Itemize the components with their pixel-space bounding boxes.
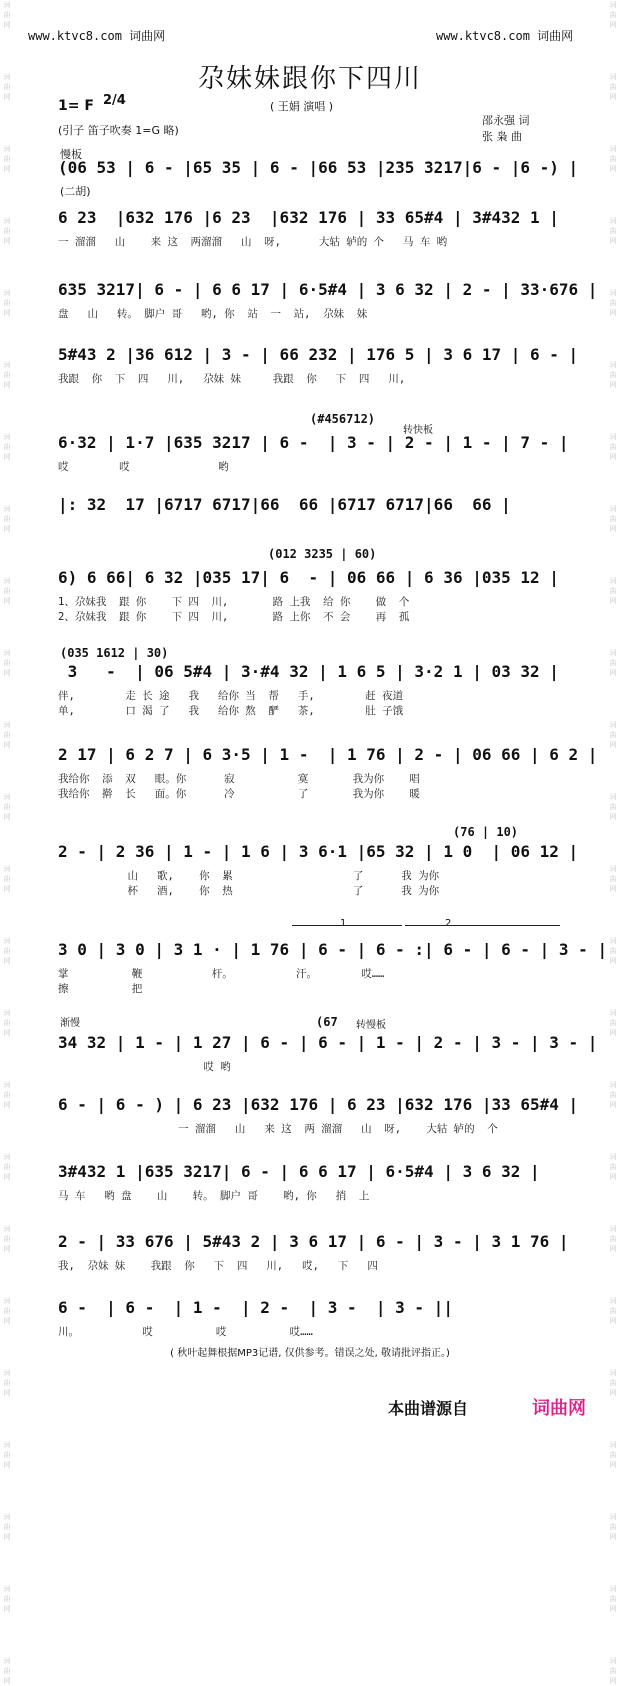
score-row: [58, 495, 568, 553]
notes-line: |: 32 17 |6717 6717|66 66 |6717 6717|66 66 |: [58, 495, 511, 514]
notes-line: 3 0 | 3 0 | 3 1 · | 1 76 | 6 - | 6 - :| 6 - | 6 - | 3 - |: [58, 940, 608, 959]
volta-2-line: [405, 925, 560, 926]
watermark-text: 词曲网: [609, 1, 617, 29]
watermark-text: 词曲网: [609, 937, 617, 965]
watermark-text: 词曲网: [609, 577, 617, 605]
fill-box-3: (76 | 10): [453, 825, 519, 839]
watermark-text: 词曲网: [609, 1657, 617, 1685]
score-row: [58, 745, 598, 803]
lyric-line-1: 一 溜溜 山 来 这 两溜溜 山 呀, 大轱 轳的 个 马 车 哟: [58, 236, 448, 248]
notes-line: 34 32 | 1 - | 1 27 | 6 - | 6 - | 1 - | 2 - | 3 - | 3 - |: [58, 1033, 598, 1052]
tempo-slowing: 渐慢: [60, 1018, 80, 1029]
notes-line: 5#43 2 |36 612 | 3 - | 66 232 | 176 5 | 3 6 17 | 6 - |: [58, 345, 579, 364]
watermark-text: 词曲网: [609, 217, 617, 245]
watermark-text: 词曲网: [609, 1369, 617, 1397]
lyric-line-1: 一 溜溜 山 来 这 两 溜溜 山 呀, 大轱 轳的 个: [58, 1123, 498, 1135]
watermark-text: 词曲网: [609, 361, 617, 389]
tempo-start: 慢板: [60, 148, 82, 161]
fill-box-2: (035 1612 | 30): [60, 646, 169, 660]
watermark-text: 词曲网: [3, 1, 11, 29]
watermark-text: 词曲网: [3, 289, 11, 317]
watermark-text: 词曲网: [609, 1441, 617, 1469]
site-url-right[interactable]: www.ktvc8.com 词曲网: [436, 29, 574, 43]
score-row: [58, 280, 598, 338]
watermark-text: 词曲网: [3, 1297, 11, 1325]
watermark-text: 词曲网: [3, 649, 11, 677]
watermark-text: 词曲网: [3, 1081, 11, 1109]
watermark-text: 词曲网: [3, 721, 11, 749]
watermark-text: 词曲网: [609, 289, 617, 317]
watermark-text: 词曲网: [3, 73, 11, 101]
watermark-text: 词曲网: [609, 721, 617, 749]
score-row: [58, 568, 568, 626]
notes-line: 635 3217| 6 - | 6 6 17 | 6·5#4 | 3 6 32 | 2 - | 33·676 |: [58, 280, 598, 299]
notes-line: 3#432 1 |635 3217| 6 - | 6 6 17 | 6·5#4 | 3 6 32 |: [58, 1162, 540, 1181]
notes-line: 2 - | 33 676 | 5#43 2 | 3 6 17 | 6 - | 3 - | 3 1 76 |: [58, 1232, 569, 1251]
intro-note: (引子 笛子吹奏 1=G 略): [58, 124, 179, 137]
watermark-text: 词曲网: [3, 505, 11, 533]
watermark-text: 词曲网: [609, 1513, 617, 1541]
watermark-text: 词曲网: [609, 1009, 617, 1037]
watermark-text: 词曲网: [609, 1297, 617, 1325]
score-row: [58, 1095, 579, 1153]
notes-line: 2 17 | 6 2 7 | 6 3·5 | 1 - | 1 76 | 2 - | 06 66 | 6 2 |: [58, 745, 598, 764]
score-row: [58, 1162, 568, 1220]
score-row: [58, 208, 568, 266]
notes-line: 2 - | 2 36 | 1 - | 1 6 | 3 6·1 |65 32 | 1 0 | 06 12 |: [58, 842, 579, 861]
watermark-text: 词曲网: [609, 73, 617, 101]
watermark-text: 词曲网: [609, 1585, 617, 1613]
erhu-label: (二胡): [60, 185, 91, 198]
time-signature: 2/4: [103, 93, 126, 108]
watermark-text: 词曲网: [3, 433, 11, 461]
watermark-text: 词曲网: [3, 1153, 11, 1181]
lyric-line-1: 我, 尕妹 妹 我跟 你 下 四 川, 哎, 下 四: [58, 1260, 378, 1272]
watermark-text: 词曲网: [3, 145, 11, 173]
tempo-slow: 转慢板: [356, 1020, 386, 1031]
lyric-line-1: 马 车 哟 盘 山 转。 脚户 哥 哟, 你 捎 上: [58, 1190, 370, 1202]
watermark-text: 词曲网: [3, 1441, 11, 1469]
composer: 张 枭 曲: [482, 130, 522, 143]
watermark-text: 词曲网: [3, 217, 11, 245]
fill-box-4: (67: [316, 1015, 338, 1029]
score-row: [58, 1232, 568, 1290]
score-row: [58, 1033, 598, 1091]
watermark-text: 词曲网: [609, 1225, 617, 1253]
lyric-line-1: 伴, 走 长 途 我 给你 当 帮 手, 赶 夜道: [58, 690, 404, 702]
watermark-left: [1, 0, 13, 1685]
notes-line: 6) 6 66| 6 32 |035 17| 6 - | 06 66 | 6 36 |035 12 |: [58, 568, 559, 587]
watermark-right: [607, 0, 619, 1685]
watermark-text: 词曲网: [3, 793, 11, 821]
song-title: 尕妹妹跟你下四川: [197, 64, 422, 94]
watermark-text: 词曲网: [609, 649, 617, 677]
lyric-line-2: 我给你 擀 长 面。你 冷 了 我为你 暖: [58, 788, 420, 800]
volta-1: 1: [340, 918, 347, 929]
watermark-text: 词曲网: [3, 1009, 11, 1037]
watermark-text: 词曲网: [3, 577, 11, 605]
watermark-text: 词曲网: [609, 433, 617, 461]
notes-line: 6 - | 6 - | 1 - | 2 - | 3 - | 3 - ||: [58, 1298, 453, 1317]
score-row: [58, 940, 608, 998]
watermark-text: 词曲网: [3, 361, 11, 389]
notes-line: 6·32 | 1·7 |635 3217 | 6 - | 3 - | 2 - | 1 - | 7 - |: [58, 433, 569, 452]
lyric-line-2: 擦 把: [58, 983, 143, 995]
watermark-text: 词曲网: [3, 1657, 11, 1685]
watermark-text: 词曲网: [609, 145, 617, 173]
notes-line: 6 23 |632 176 |6 23 |632 176 | 33 65#4 | 3#432 1 |: [58, 208, 559, 227]
tempo-fast: 转快板: [403, 425, 433, 436]
watermark-text: 词曲网: [609, 1081, 617, 1109]
watermark-text: 词曲网: [3, 1225, 11, 1253]
source-label: 本曲谱源自: [388, 1399, 469, 1418]
key-signature: 1= F: [58, 98, 94, 114]
lyric-line-1: 我给你 添 双 眼。你 寂 寞 我为你 唱: [58, 773, 420, 785]
grace-run-box: (#456712): [310, 412, 376, 426]
site-url-left[interactable]: www.ktvc8.com 词曲网: [28, 29, 166, 43]
lyric-line-1: 哎 哟: [58, 1061, 231, 1073]
lyric-line-1: 盘 山 转。 脚户 哥 哟, 你 站 一 站, 尕妹 妹: [58, 308, 368, 320]
notes-line: (06 53 | 6 - |65 35 | 6 - |66 53 |235 3217|6 - |6 -) |: [58, 158, 579, 177]
watermark-text: 词曲网: [3, 1585, 11, 1613]
lyric-line-1: 川。 哎 哎 哎……: [58, 1326, 313, 1338]
watermark-text: 词曲网: [3, 1369, 11, 1397]
watermark-text: 词曲网: [609, 1153, 617, 1181]
volta-2: 2: [445, 918, 452, 929]
lyric-line-1: 我跟 你 下 四 川, 尕妹 妹 我跟 你 下 四 川,: [58, 373, 406, 385]
lyric-line-1: 哎 哎 哟: [58, 461, 229, 473]
watermark-text: 词曲网: [3, 865, 11, 893]
watermark-text: 词曲网: [609, 865, 617, 893]
lyric-line-1: 山 歌, 你 累 了 我 为你: [58, 870, 440, 882]
watermark-text: 词曲网: [3, 937, 11, 965]
lyric-line-2: 杯 酒, 你 热 了 我 为你: [58, 885, 440, 897]
watermark-text: 词曲网: [3, 1513, 11, 1541]
score-row: [58, 842, 579, 900]
lyric-line-2: 2、尕妹我 跟 你 下 四 川, 路 上你 不 会 再 孤: [58, 611, 410, 623]
score-row: [58, 662, 568, 720]
lyric-line-1: 1、尕妹我 跟 你 下 四 川, 路 上我 给 你 做 个: [58, 596, 410, 608]
singer: ( 王娟 演唱 ): [270, 100, 334, 113]
lyric-line-1: 掌 鞭 杆。 汗。 哎……: [58, 968, 385, 980]
score-row: [58, 433, 568, 491]
watermark-text: 词曲网: [609, 505, 617, 533]
fill-box-1: (012 3235 | 60): [268, 547, 377, 561]
lyric-line-2: 单, 口 渴 了 我 给你 熬 酽 茶, 肚 子饿: [58, 705, 404, 717]
notes-line: 6 - | 6 - ) | 6 23 |632 176 | 6 23 |632 176 |33 65#4 |: [58, 1095, 579, 1114]
volta-1-line: [292, 925, 402, 926]
score-row: [58, 345, 579, 403]
watermark-text: 词曲网: [609, 793, 617, 821]
notes-line: 3 - | 06 5#4 | 3·#4 32 | 1 6 5 | 3·2 1 | 03 32 |: [58, 662, 559, 681]
footer-note: ( 秋叶起舞根据MP3记谱, 仅供参考。错误之处, 敬请批评指正。): [170, 1348, 450, 1359]
site-logo[interactable]: 词曲网: [532, 1398, 586, 1419]
lyricist: 邵永强 词: [482, 114, 530, 127]
